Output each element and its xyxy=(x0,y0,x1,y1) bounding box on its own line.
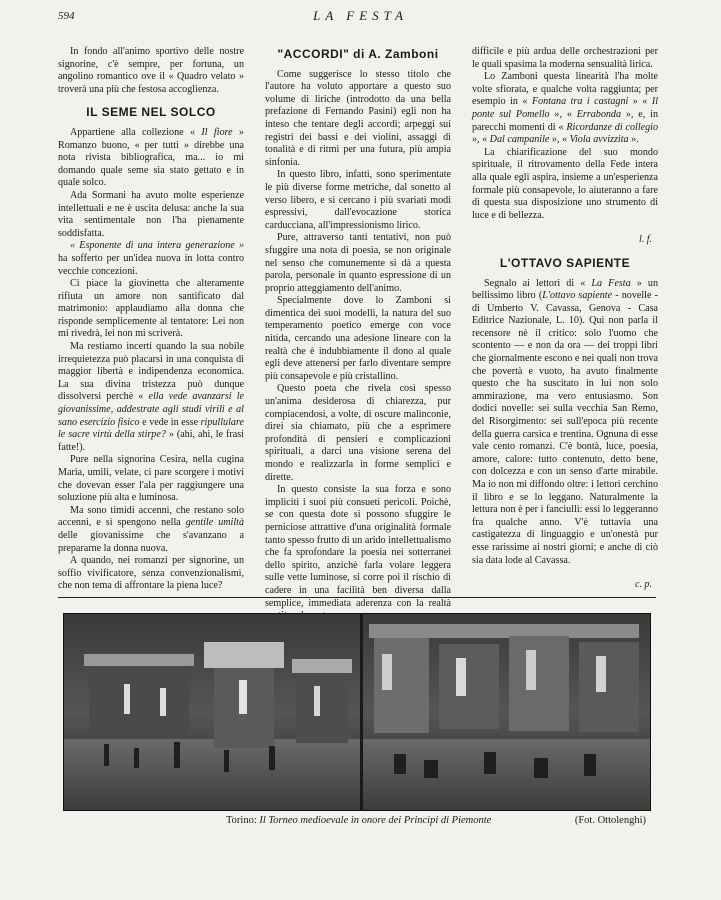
paragraph: Segnalo ai lettori di « La Festa » un bellissimo libro (L'ottavo sapiente - novelle - di Umberto V. Cavassa, Genova - Casa Editrice Nazionale, L. 10). Qui non parla il recensore nè il critico: solo l'uomo che scontento — e non da ora — dei troppi libri che giornalmente escono e nei quali non trova che povertà e vuoto, ha avuto finalmente questo che ha suscitato in lui non solo ammirazione, ma vero entusiasmo. Son dodici novelle: sei sulla vecchia San Remo, del Risorgimento: sei sull'epoca più recente della guerra carsica e trentina. Ognuna di esse vale cento romanzi. C'è bontà, luce, poesia, amore, calore: tutto contenuto, detto bene, con dolcezza e con un senso d'arte mirabile. Ma io non mi diffondo oltre: i lettori cerchino il libro e se lo leggano. Naturalmente la lettura non è per i fanciulli: essi lo leggeranno fra qualche anno. V'è tuttavia una castigatezza di linguaggio e un'onestà pur esse rarissime ai nostri giorni; e anche di ciò sia data lode al Cavassa. xyxy=(472,277,659,566)
paragraph: Lo Zamboni questa linearità l'ha molte volte sfiorata, e qualche volta raggiunta; per esempio in « Fontana tra i castagni » « Il ponte sul Pomello », « Errabonda », e, in parecchi momenti di « Ricordanze di collegio », « Dal campanile », « Viola avvizzita ». xyxy=(472,71,659,146)
section-title-ottavo: L'OTTAVO SAPIENTE xyxy=(499,255,631,270)
paragraph: Come suggerisce lo stesso titolo che l'autore ha voluto apportare a questo suo volume di liriche (introdotto da una bella prefazione di Fernando Pasini) egli non ha inteso che tentare degli accordi; arpeggi sui registri dei bassi e dei violini, assaggi di tonalità e di ritmi per una futura, più ampia sinfonia. xyxy=(265,68,451,168)
paragraph: A quando, nei romanzi per signorine, un soffio vivificatore, senza convenzionalismi, che non tema di affrontare la piena luce? xyxy=(58,555,244,592)
tournament-photo xyxy=(63,613,651,811)
section-title-accordi: "ACCORDI" di A. Zamboni xyxy=(277,47,439,61)
column-2 xyxy=(265,46,451,635)
page-number: 594 xyxy=(58,10,75,22)
caption-text: Torino: Il Torneo medioevale in onore dei Principi di Piemonte xyxy=(226,815,492,826)
paragraph: Ci piace la giovinetta che alteramente rifiuta un amore non santificato dal matrimonio: applaudiamo alla donna che risponde semplicemente al tentatore: Lei non mi rivedrà, lei non mi scriverà. xyxy=(58,278,244,340)
paragraph: La chiarificazione del suo mondo spirituale, il ritrovamento della Fede intera alla quale egli aspira, insieme a un'esperienza formale più consapevole, lo aiuteranno a fare di questa sua disposizione uno strumento di luce e di bellezza. xyxy=(472,146,658,221)
paragraph: Specialmente dove lo Zamboni si dimentica dei suoi modelli, la natura del suo temperamento poetico emerge con voce nitida, cercando una adesione lineare con la realtà che è indubbiamente il dono al quale egli deve attenersi per farlo diventare sempre più consapevole e più cristallino. xyxy=(265,295,451,382)
column-1 xyxy=(58,46,244,626)
paragraph: Questo poeta che rivela così spesso un'anima desiderosa di chiarezza, pur compiacendosi, a volte, di oscure malinconie, direi sia chiamato, più che a esprimere profondità di pensieri e complicazioni spirituali, a darci una visione serena del mondo e realizzarla in forme semplici e dirette. xyxy=(265,383,451,483)
signature: c. p. xyxy=(635,579,652,591)
page-header xyxy=(0,6,721,26)
intro-paragraph: In fondo all'animo sportivo delle nostre signorine, c'è sempre, per fortuna, un angolino romantico ove il « Quadro velato » troverà una più che festosa accoglienza. xyxy=(58,46,244,95)
paragraph: difficile e più ardua delle orchestrazioni per le quali spasima la moderna sensualità lirica. xyxy=(472,46,658,70)
section-title-seme: IL SEME NEL SOLCO xyxy=(86,105,216,120)
column-3 xyxy=(472,46,658,592)
paragraph: Ma sono timidi accenni, che restano solo accenni, e si spengono nella gentile umiltà delle giovanissime che s'avanzano a prepararne la donna nuova. xyxy=(58,504,244,554)
divider-rule xyxy=(58,597,656,598)
paragraph: « Esponente di una intera generazione » ha sofferto per un'idea nuova in lotta contro vecchie concezioni. xyxy=(58,240,244,277)
paragraph: In questo libro, infatti, sono sperimentate le più diverse forme metriche, dal sonetto al verso libero, e si cercano i più svariati modi espressivi, dall'evocazione storica carducciana, all'impressionismo lirico. xyxy=(265,169,451,231)
paragraph: Appartiene alla collezione « Il fiore » Romanzo buono, « per tutti » direbbe una nota rivista bibliografica, ma... io mi domando quale seme sia stato gettato e in quale solco. xyxy=(58,126,244,189)
paragraph: Ma restiamo incerti quando la sua nobile irrequietezza può placarsi in una conquista di maggior libertà e indipendenza economica. La sua divina tristezza può dunque dissolversi perchè « ella vede avanzarsi le giovanissime, addestrate agli studi virili e al sano esercizio fisico e vede in esse ripullulare le sacre virtù della stirpe? » (ahi, ahi, le frasi fatte!). xyxy=(58,341,244,453)
photo-credit: (Fot. Ottolenghi) xyxy=(574,815,646,826)
paragraph: Ada Sormani ha avuto molte esperienze intellettuali e ne è uscita delusa: anche la sua vita sentimentale non l'ha pienamente soddisfatta. xyxy=(58,189,244,239)
signature: l. f. xyxy=(638,234,652,246)
paragraph: Pure, attraverso tanti tentativi, non può sfuggire una nota di poesia, se non originale nel senso che comunemente si dà a questa parola, personale in quanto espressione di un proprio atteggiamento dell'animo. xyxy=(265,232,451,294)
paragraph: Pure nella signorina Cesira, nella cugina Maria, umili, velate, ci pare scorgere i motivi che dovevan esser l'ala per raggiungere una soluzione più alta e luminosa. xyxy=(58,454,244,504)
paragraph: In questo consiste la sua forza e sono impliciti i suoi più consueti pericoli. Poichè, se con questa dote si possono sfuggire le perniciose attrattive d'una originalità formale tanto spesso frutto di un arido intellettualismo che fa sprofondare la poesia nei sotterranei dello spirito, anzichè farla volare leggera sulle vette luminose, si corre poi il rischio di cadere in una facilità ben diversa dalla semplice, immediata aderenza con la realtà xyxy=(265,484,451,609)
running-title: LA FESTA xyxy=(313,8,408,23)
tournament-photo-image xyxy=(64,614,650,810)
